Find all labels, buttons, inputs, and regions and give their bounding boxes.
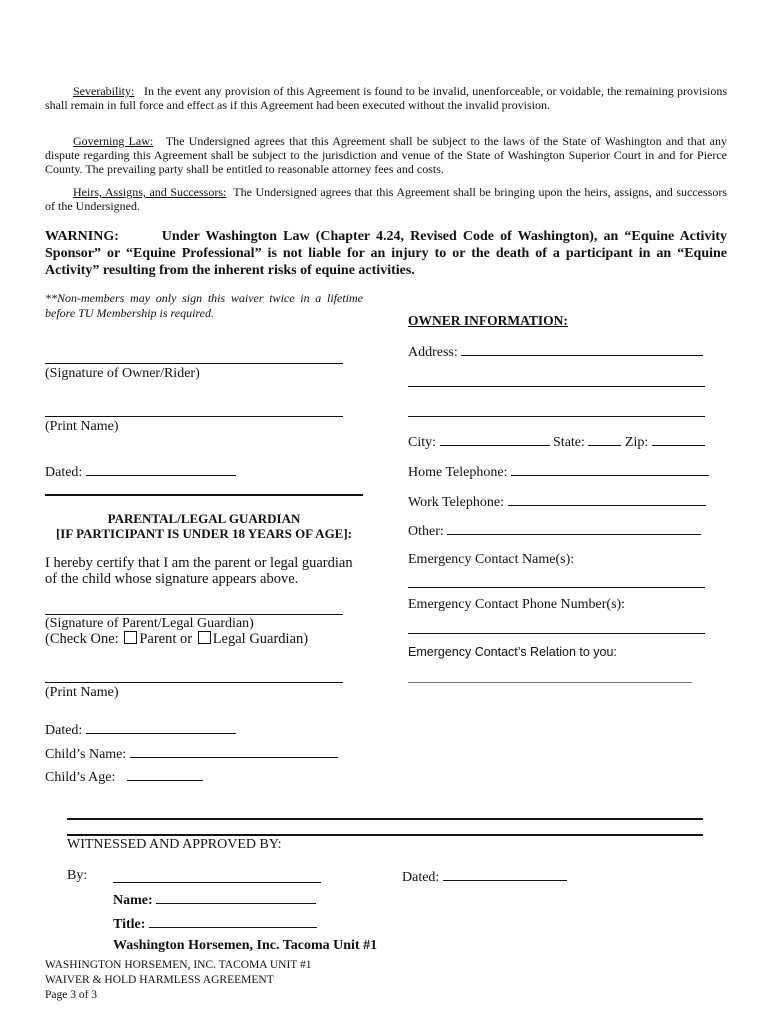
city-field[interactable] bbox=[440, 433, 550, 446]
emergency-name-label: Emergency Contact Name(s): bbox=[408, 552, 575, 567]
heirs-text: The Undersigned agrees that this Agreement shall be bringing upon the heirs, assigns, and successors of the Undersigned. bbox=[45, 185, 727, 213]
warning-label: WARNING: bbox=[45, 229, 119, 244]
witness-heading: WITNESSED AND APPROVED BY: bbox=[67, 837, 282, 852]
emergency-relation-label: Emergency Contact’s Relation to you: bbox=[408, 645, 617, 659]
child-name-field[interactable] bbox=[130, 745, 338, 758]
guardian-dated-label: Dated: bbox=[45, 723, 83, 738]
legal-guardian-checkbox[interactable] bbox=[198, 631, 211, 644]
witness-title bbox=[113, 915, 317, 933]
guardian-heading-1: PARENTAL/LEGAL GUARDIAN bbox=[107, 511, 301, 526]
child-age-field[interactable] bbox=[127, 768, 203, 781]
address-label: Address: bbox=[408, 345, 458, 360]
witness-dated-field[interactable] bbox=[443, 868, 567, 881]
city-label: City: bbox=[408, 435, 437, 450]
governing-law-heading: Governing Law: bbox=[73, 134, 154, 148]
witness-divider-top bbox=[67, 818, 703, 820]
zip-field[interactable] bbox=[652, 433, 705, 446]
city-state-zip bbox=[408, 433, 705, 451]
address-line-3[interactable] bbox=[408, 416, 705, 417]
child-name bbox=[45, 745, 338, 763]
home-telephone-label: Home Telephone: bbox=[408, 465, 508, 480]
witness-title-field[interactable] bbox=[149, 915, 317, 928]
guardian-dated bbox=[45, 721, 236, 739]
warning-text: Under Washington Law (Chapter 4.24, Revised Code of Washington), an “Equine Activity Sponsor” or “Equine Professional” is not liable for an injury to or the death of a participant in an “Equine Activity” resulting from the inherent risks of equine activities. bbox=[45, 229, 727, 278]
address-line-2[interactable] bbox=[408, 386, 705, 387]
severability-clause bbox=[45, 84, 727, 112]
governing-law-text: The Undersigned agrees that this Agreement shall be subject to the laws of the State of Washington and that any dispute regarding this Agreement shall be subject to the jurisdiction and venue of the State of Washington Superior Court in and for Pierce County. The prevailing party shall be entitled to reasonable attorney fees and costs. bbox=[45, 134, 727, 176]
work-telephone-field[interactable] bbox=[508, 493, 706, 506]
owner-dated-field[interactable] bbox=[86, 463, 236, 476]
work-telephone bbox=[408, 493, 706, 511]
child-name-label: Child’s Name: bbox=[45, 747, 127, 762]
severability-heading: Severability: bbox=[73, 84, 135, 98]
witness-by-line[interactable] bbox=[113, 882, 321, 883]
footer-line-1: WASHINGTON HORSEMEN, INC. TACOMA UNIT #1 bbox=[45, 959, 312, 971]
heirs-clause bbox=[45, 185, 727, 213]
state-field[interactable] bbox=[588, 433, 621, 446]
guardian-check-one bbox=[45, 631, 308, 647]
owner-info-heading: OWNER INFORMATION: bbox=[408, 313, 568, 328]
warning-block bbox=[45, 228, 727, 279]
owner-print-name-label: (Print Name) bbox=[45, 419, 119, 434]
work-telephone-label: Work Telephone: bbox=[408, 495, 504, 510]
guardian-signature-label: (Signature of Parent/Legal Guardian) bbox=[45, 616, 254, 631]
guardian-dated-field[interactable] bbox=[86, 721, 236, 734]
guardian-certification: I hereby certify that I am the parent or legal guardian of the child whose signature appears above. bbox=[45, 555, 353, 587]
other-field[interactable] bbox=[447, 522, 701, 535]
guardian-print-name-label: (Print Name) bbox=[45, 685, 119, 700]
child-age-label: Child’s Age: bbox=[45, 770, 116, 785]
zip-label: Zip: bbox=[624, 435, 649, 450]
guardian-heading-2: [IF PARTICIPANT IS UNDER 18 YEARS OF AGE]: bbox=[55, 526, 353, 541]
address-field[interactable] bbox=[461, 343, 703, 356]
heirs-heading: Heirs, Assigns, and Successors: bbox=[73, 185, 227, 199]
section-divider bbox=[45, 494, 363, 496]
legal-guardian-option-label: Legal Guardian) bbox=[212, 631, 309, 647]
other-contact bbox=[408, 522, 701, 540]
guardian-print-name-line[interactable] bbox=[45, 682, 343, 683]
witness-title-label: Title: bbox=[113, 917, 146, 932]
emergency-relation-line[interactable] bbox=[408, 682, 692, 683]
owner-dated-label: Dated: bbox=[45, 465, 83, 480]
guardian-signature-line[interactable] bbox=[45, 614, 343, 615]
footer-line-2: WAIVER & HOLD HARMLESS AGREEMENT bbox=[45, 974, 274, 986]
check-one-label: (Check One: bbox=[45, 631, 119, 647]
parent-checkbox[interactable] bbox=[124, 631, 137, 644]
witness-name bbox=[113, 891, 316, 909]
witness-divider-bottom bbox=[67, 834, 703, 836]
owner-print-name-line[interactable] bbox=[45, 416, 343, 417]
child-age bbox=[45, 768, 203, 786]
witness-dated-label: Dated: bbox=[402, 870, 440, 885]
owner-signature-line[interactable] bbox=[45, 363, 343, 364]
parent-option-label: Parent or bbox=[139, 631, 193, 647]
governing-law-clause bbox=[45, 134, 727, 176]
state-label: State: bbox=[553, 435, 585, 450]
emergency-phone-label: Emergency Contact Phone Number(s): bbox=[408, 597, 626, 612]
footer-page-number: Page 3 of 3 bbox=[45, 989, 98, 1001]
severability-text: In the event any provision of this Agreement is found to be invalid, unenforceable, or voidable, the remaining provisions shall remain in full force and effect as if this Agreement had been executed without the invalid provision. bbox=[45, 84, 727, 112]
emergency-name-line[interactable] bbox=[408, 587, 705, 588]
membership-note: **Non-members may only sign this waiver twice in a lifetime before TU Membership is required. bbox=[45, 291, 363, 320]
witness-by-label: By: bbox=[67, 868, 88, 883]
other-label: Other: bbox=[408, 524, 444, 539]
owner-signature-label: (Signature of Owner/Rider) bbox=[45, 366, 200, 381]
owner-dated bbox=[45, 463, 236, 481]
witness-organization: Washington Horsemen, Inc. Tacoma Unit #1 bbox=[113, 938, 378, 953]
emergency-phone-line[interactable] bbox=[408, 633, 705, 634]
witness-name-field[interactable] bbox=[156, 891, 316, 904]
address bbox=[408, 343, 703, 361]
home-telephone bbox=[408, 463, 709, 481]
witness-dated bbox=[402, 868, 567, 886]
home-telephone-field[interactable] bbox=[511, 463, 709, 476]
witness-name-label: Name: bbox=[113, 893, 153, 908]
